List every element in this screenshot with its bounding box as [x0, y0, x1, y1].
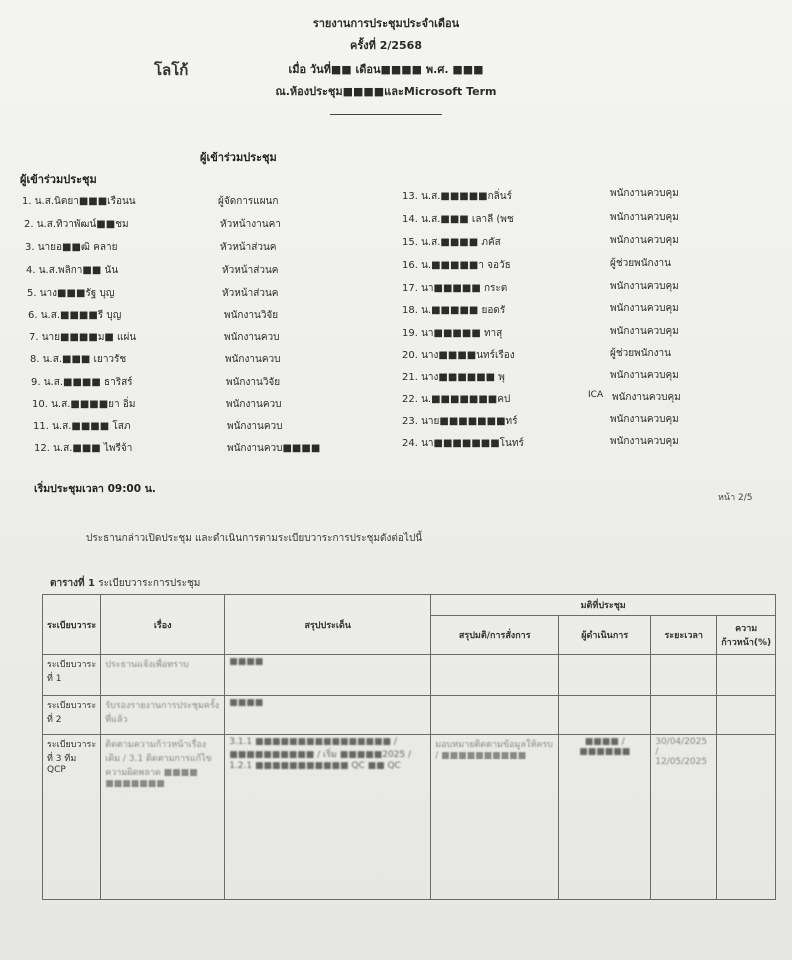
attendee-name: 7. นาย■■■■ม■ แผ่น [29, 332, 137, 343]
cell-progress [717, 696, 776, 735]
col-header-summary: สรุปประเด็น [225, 595, 431, 655]
attendee-name: 11. น.ส.■■■■ โสภ [33, 421, 131, 432]
attendee-name: 4. น.ส.พลิกา■■ นัน [26, 265, 119, 276]
attendee-name: 15. น.ส.■■■■ ภคัส [402, 237, 501, 248]
col-header-agenda: ระเบียบวาระ [43, 595, 101, 655]
attendee-position: พนักงานควบ [227, 421, 283, 432]
col-header-group-resolution: มติที่ประชุม [431, 595, 776, 616]
attendee-name: 12. น.ส.■■■ ไพรีจ้า [34, 443, 133, 454]
attendees-section-title: ผู้เข้าร่วมประชุม [20, 173, 97, 186]
attendee-position: พนักงานวิจัย [224, 310, 279, 321]
cell-topic: รับรองรายงานการประชุมครั้งที่แล้ว [101, 696, 225, 735]
attendee-name: 1. น.ส.นิตยา■■■เรือนน [22, 196, 136, 207]
attendee-position: พนักงานควบคุม [610, 326, 679, 337]
col-header-period: ระยะเวลา [651, 616, 717, 655]
meeting-session: ครั้งที่ 2/2568 [349, 39, 422, 52]
attendee-name: 6. น.ส.■■■■รี บุญ [28, 310, 122, 321]
attendee-position: หัวหน้าส่วนค [222, 288, 279, 299]
cell-owner [559, 655, 651, 696]
attendee-position: พนักงานควบ [225, 354, 281, 365]
table-caption [50, 576, 200, 591]
cell-agenda: ระเบียบวาระที่ 2 [43, 696, 101, 735]
cell-topic: ติดตามความก้าวหน้าเรื่องเดิม / 3.1 ติดตามการแก้ไขความผิดพลาด ■■■■ ■■■■■■■ [101, 735, 225, 900]
meeting-date: เมื่อ วันที่■■ เดือน■■■■ พ.ศ. ■■■ [288, 63, 484, 76]
attendee-position: พนักงานควบ [224, 332, 280, 343]
table-row [43, 696, 776, 735]
cell-progress [717, 735, 776, 900]
intro-paragraph: ประธานกล่าวเปิดประชุม และดำเนินการตามระเบียบวาระการประชุมดังต่อไปนี้ [86, 533, 423, 544]
page-number: หน้า 2/5 [718, 493, 753, 503]
table-caption-text: ระเบียบวาระการประชุม [98, 578, 201, 589]
table-row [43, 655, 776, 696]
cell-summary: ■■■■ [225, 696, 431, 735]
attendee-position: พนักงานควบคุม [610, 235, 679, 246]
attendee-name: 14. น.ส.■■■ เลาลี (พช [402, 214, 514, 225]
attendee-name: 8. น.ส.■■■ เยาวรัช [30, 354, 127, 365]
attendee-name: 5. นาง■■■รัฐ บุญ [27, 288, 115, 299]
cell-agenda: ระเบียบวาระที่ 3 ทีม QCP [43, 735, 101, 900]
attendee-name: 18. น.■■■■■ ยอดรั [402, 305, 506, 316]
col-header-resolution: สรุปมติ/การสั่งการ [431, 616, 559, 655]
attendee-name: 19. นา■■■■■ ทาสุ [402, 328, 503, 339]
cell-summary: 3.1.1 ■■■■■■■■■■■■■■■■ / ■■■■■■■■■■ / เริ่ม ■■■■■2025 / 1.2.1 ■■■■■■■■■■■ QC ■■ QC [225, 735, 431, 900]
attendee-position: พนักงานควบคุม [612, 392, 681, 403]
attendee-position: ผู้จัดการแผนก [218, 196, 279, 207]
col-header-progress: ความก้าวหน้า(%) [717, 616, 776, 655]
attendee-name: 17. นา■■■■■ กระต [402, 283, 508, 294]
attendee-name: 13. น.ส.■■■■■กลิ่นร์ [402, 191, 513, 202]
attendee-position: หัวหน้าส่วนค [220, 242, 277, 253]
meeting-venue: ณ.ห้องประชุม■■■■และMicrosoft Term [275, 85, 497, 98]
attendee-position: พนักงานควบคุม [610, 303, 679, 314]
attendee-position: พนักงานควบคุม [610, 370, 679, 381]
cell-progress [717, 655, 776, 696]
attendee-name: 24. นา■■■■■■■โนทร์ [402, 438, 524, 449]
meeting-start-time: เริ่มประชุมเวลา 09:00 น. [34, 483, 156, 495]
attendee-position: พนักงานควบคุม [610, 436, 679, 447]
cell-period: 30/04/2025 / 12/05/2025 [651, 735, 717, 900]
attendees-heading: ผู้เข้าร่วมประชุม [200, 151, 277, 164]
attendee-position: พนักงานควบคุม [610, 281, 679, 292]
cell-period [651, 655, 717, 696]
attendee-position: ผู้ช่วยพนักงาน [610, 258, 671, 269]
attendee-name: 9. น.ส.■■■■ ธาริสร์ [31, 377, 133, 388]
attendee-name: 22. น.■■■■■■■คป [402, 394, 511, 405]
attendee-name: 23. นาย■■■■■■■ทร์ [402, 416, 518, 427]
cell-owner: ■■■■ / ■■■■■■ [559, 735, 651, 900]
attendee-name: 21. นาง■■■■■■ พุ [402, 372, 505, 383]
cell-resolution [431, 655, 559, 696]
cell-topic: ประธานแจ้งเพื่อทราบ [101, 655, 225, 696]
table-caption-label: ตารางที่ 1 [50, 578, 96, 589]
logo-placeholder: โลโก้ [154, 61, 189, 79]
attendee-name: 20. นาง■■■■นทร์เรือง [402, 350, 515, 361]
attendee-position: พนักงานวิจัย [226, 377, 281, 388]
report-title: รายงานการประชุมประจำเดือน [312, 17, 460, 30]
cell-resolution [431, 696, 559, 735]
stray-mark: ICA [588, 390, 604, 400]
attendee-position: พนักงานควบ [226, 399, 282, 410]
cell-agenda: ระเบียบวาระที่ 1 [43, 655, 101, 696]
attendee-position: พนักงานควบ■■■■ [227, 443, 321, 454]
attendee-position: หัวหน้าส่วนค [222, 265, 279, 276]
col-header-owner: ผู้ดำเนินการ [559, 616, 651, 655]
attendee-position: หัวหน้างานคา [220, 219, 281, 230]
table-row [43, 735, 776, 900]
cell-period [651, 696, 717, 735]
attendee-position: พนักงานควบคุม [610, 212, 679, 223]
agenda-table [42, 594, 776, 900]
attendee-position: ผู้ช่วยพนักงาน [610, 348, 671, 359]
table-header-row [43, 595, 776, 616]
attendee-position: พนักงานควบคุม [610, 414, 679, 425]
attendee-name: 2. น.ส.ทิวาพัฒน์■■ชม [24, 219, 129, 230]
attendee-name: 10. น.ส.■■■■ยา อิ่ม [32, 399, 136, 410]
cell-owner [559, 696, 651, 735]
attendee-position: พนักงานควบคุม [610, 188, 679, 199]
cell-summary: ■■■■ [225, 655, 431, 696]
attendee-name: 16. น.■■■■■า จอวัธ [402, 260, 511, 271]
attendee-name: 3. นายอ■■ฒิ คลาย [25, 242, 118, 253]
header-divider [330, 114, 442, 115]
cell-resolution: มอบหมายติดตามข้อมูลให้ครบ / ■■■■■■■■■■ [431, 735, 559, 900]
col-header-topic: เรื่อง [101, 595, 225, 655]
